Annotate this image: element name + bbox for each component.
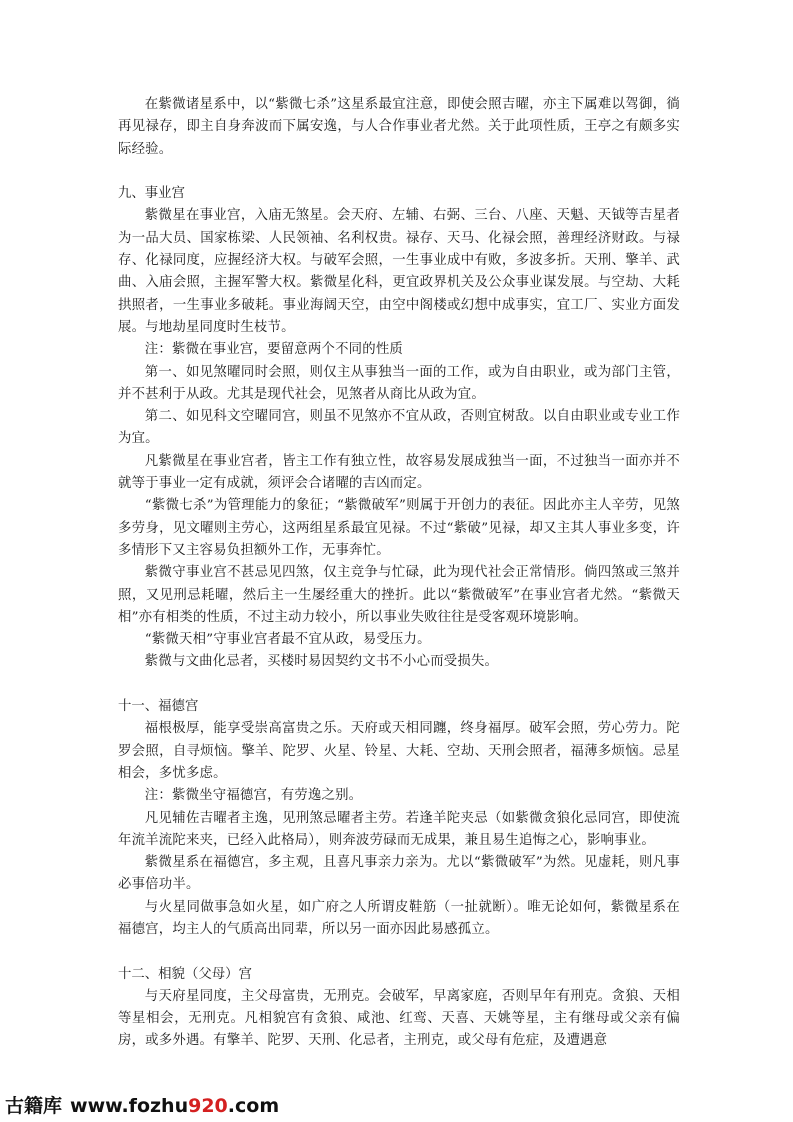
- body-paragraph: 紫微与文曲化忌者，买楼时易因契约文书不小心而受损失。: [144, 654, 499, 670]
- body-paragraph: “紫微天相”守事业宫者最不宜从政，易受压力。: [144, 632, 431, 648]
- paragraph-gap: [118, 674, 680, 696]
- body-paragraph: 在紫微诸星系中，以“紫微七杀”这星系最宜注意，即使会照吉曜，亦主下属难以驾御，徜再见禄存，即主自身奔波而下属安逸，与人合作事业者尤然。关于此项性质，王亭之有颇多实际经验。: [118, 97, 680, 157]
- paragraph-gap: [118, 161, 680, 183]
- body-paragraph: “紫微七杀”为管理能力的象征；“紫微破军”则属于开创力的表征。因此亦主人辛劳，见煞多劳身，见文曜则主劳心，这两组星系最宜见禄。不过“紫破”见禄，却又主其人事业多变，许多情形下又主容易负担额外工作，无事奔忙。: [118, 498, 680, 558]
- body-paragraph: 注：紫微在事业宫，要留意两个不同的性质: [144, 342, 404, 358]
- section-heading: 九、事业宫: [118, 186, 185, 202]
- body-paragraph: 第一、如见煞曜同时会照，则仅主从事独当一面的工作，或为自由职业，或为部门主管，并不甚利于从政。尤其是现代社会，见煞者从商比从政为宜。: [118, 364, 680, 402]
- body-paragraph: 第二、如见科文空曜同宫，则虽不见煞亦不宜从政，否则宜树敌。以自由职业或专业工作为宜。: [118, 409, 680, 447]
- site-url-number: 920: [188, 1095, 228, 1117]
- body-paragraph: 凡见辅佐吉曜者主逸，见刑煞忌曜者主劳。若逢羊陀夹忌（如紫微贪狼化忌同宫，即使流年流羊流陀来夹，已经入此格局），则奔波劳碌而无成果，兼且易生追悔之心，影响事业。: [118, 810, 680, 848]
- site-name: 古籍库: [5, 1095, 63, 1117]
- document-body: [118, 94, 680, 1053]
- body-paragraph: 紫微星系在福德宫，多主观，且喜凡事亲力亲为。尤以“紫微破军”为然。见虚耗，则凡事必事倍功半。: [118, 855, 680, 893]
- body-paragraph: 与火星同做事急如火星，如广府之人所谓皮鞋筋（一扯就断）。唯无论如何，紫微星系在福德宫，均主人的气质高出同辈，所以另一面亦因此易感孤立。: [118, 899, 680, 937]
- body-paragraph: 注：紫微坐守福德宫，有劳逸之别。: [144, 788, 363, 804]
- body-paragraph: 凡紫微星在事业宫者，皆主工作有独立性，故容易发展成独当一面，不过独当一面亦并不就等于事业一定有成就，须评会合诸曜的吉凶而定。: [118, 453, 680, 492]
- site-url-suffix: .com: [227, 1095, 280, 1117]
- site-watermark: [5, 1091, 280, 1119]
- site-url-prefix: www.fozhu: [70, 1095, 189, 1117]
- body-paragraph: 福根极厚，能享受崇高富贵之乐。天府或天相同躔，终身福厚。破军会照，劳心劳力。陀罗会照，自寻烦恼。擎羊、陀罗、火星、铃星、大耗、空劫、天刑会照者，福薄多烦恼。忌星相会，多忧多虑。: [118, 721, 680, 781]
- paragraph-gap: [118, 941, 680, 963]
- body-paragraph: 紫微星在事业宫，入庙无煞星。会天府、左辅、右弼、三台、八座、天魁、天钺等吉星者为一品大员、国家栋梁、人民领袖、名利权贵。禄存、天马、化禄会照，善理经济财政。与禄存、化禄同度，应握经济大权。与破军会照，一生事业成中有败，多波多折。天刑、擎羊、武曲、入庙会照，主握军警大权。紫微星化科，更宜政界机关及公众事业谋发展。与空劫、大耗拱照者，一生事业多破耗。事业海阔天空，由空中阁楼或幻想中成事实，宜工厂、实业方面发展。与地劫星同度时生枝节。: [118, 208, 680, 335]
- site-url: [70, 1095, 279, 1117]
- section-heading: 十二、相貌（父母）宫: [118, 966, 252, 982]
- section-heading: 十一、福德宫: [118, 699, 199, 715]
- body-paragraph: 紫微守事业宫不甚忌见四煞，仅主竞争与忙碌，此为现代社会正常情形。倘四煞或三煞并照，又见刑忌耗曜，然后主一生屡经重大的挫折。此以“紫微破军”在事业宫者尤然。“紫微天相”亦有相类的性质，不过主动力较小，所以事业失败往往是受客观环境影响。: [118, 565, 680, 625]
- body-paragraph: 与天府星同度，主父母富贵，无刑克。会破军，早离家庭，否则早年有刑克。贪狼、天相等星相会，无刑克。凡相貌宫有贪狼、咸池、红鸾、天喜、天姚等星，主有继母或父亲有偏房，或多外遇。有擎羊、陀罗、天刑、化忌者，主刑克，或父母有危症，及遭遇意: [118, 988, 680, 1049]
